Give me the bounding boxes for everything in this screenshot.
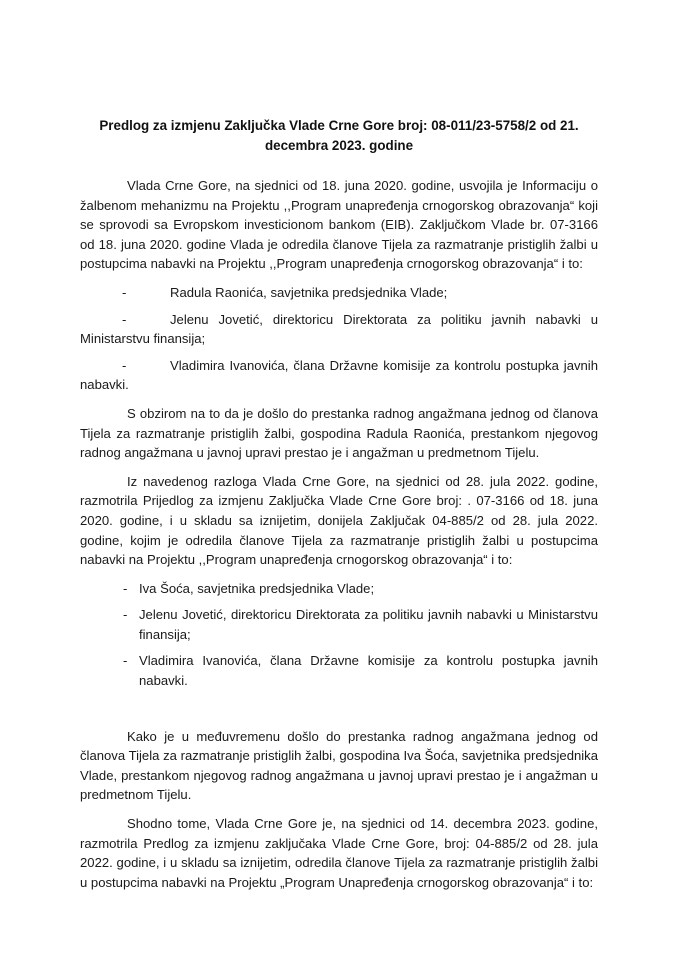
paragraph-2023-decision: Shodno tome, Vlada Crne Gore je, na sjednici od 14. decembra 2023. godine, razmotrila Predlog za izmjenu zaključaka Vlade Crne Gore, broj: 04-885/2 od 28. jula 2022. godine, i u skladu sa iznijetim, odredila članove Tijela za razmatranje pristiglih žalbi u postupcima nabavki na Projektu „Program Unapređenja crnogorskog obrazovanja“ i to: [80, 816, 598, 890]
document-title [80, 116, 598, 156]
title-line-1: Predlog za izmjenu Zaključka Vlade Crne Gore broj: 08-011/23-5758/2 od 21. [99, 118, 579, 133]
list-item [80, 651, 598, 690]
list-item [80, 310, 598, 349]
list-dash: - [122, 311, 127, 327]
paragraph-2020-decision: Vlada Crne Gore, na sjednici od 18. juna 2020. godine, usvojila je Informaciju o žalbenom mehanizmu na Projektu ,,Program unapređenja crnogorskog obrazovanja“ koji se sprovodi sa Evropskom investicionom bankom (EIB). Zaključkom Vlade br. 07-3166 od 18. juna 2020. godine Vlada je odredila članove Tijela za razmatranje pristiglih žalbi u postupcima nabavki na Projektu ,,Program unapređenja crnogorskog obrazovanja“ i to: [80, 178, 598, 272]
list-dash: - [123, 607, 128, 623]
list-item [80, 579, 598, 599]
list-dash: - [123, 653, 128, 669]
members-list-2022 [80, 579, 598, 691]
list-dash: - [123, 580, 128, 596]
paragraph-soc-departure: Kako je u međuvremenu došlo do prestanka radnog angažmana jednog od članova Tijela za razmatranje pristiglih žalbi, gospodina Iva Šoća, savjetnika predsjednika Vlade, prestankom njegovog radnog angažmana u javnoj upravi prestao je i angažman u predmetnom Tijelu. [80, 728, 598, 803]
list-dash: - [122, 284, 127, 300]
list-item [80, 356, 598, 395]
list-item-text: Radula Raonića, savjetnika predsjednika Vlade; [170, 284, 448, 300]
list-item-text: Vladimira Ivanovića, člana Državne komisije za kontrolu postupka javnih nabavki. [80, 357, 598, 393]
list-dash: - [122, 357, 127, 373]
list-item [80, 605, 598, 644]
list-item-text: Vladimira Ivanovića, člana Državne komisije za kontrolu postupka javnih nabavki. [139, 653, 598, 689]
list-item-text: Jelenu Jovetić, direktoricu Direktorata za politiku javnih nabavki u Ministarstvu finansija; [80, 311, 598, 347]
list-item-text: Jelenu Jovetić, direktoricu Direktorata za politiku javnih nabavki u Ministarstvu finansija; [139, 607, 598, 642]
title-line-2: decembra 2023. godine [264, 138, 414, 153]
list-item [80, 283, 598, 303]
paragraph-raonic-departure: S obzirom na to da je došlo do prestanka radnog angažmana jednog od članova Tijela za razmatranje pristiglih žalbi, gospodina Radula Raonića, prestankom njegovog radnog angažmana u javnoj upravi prestao je i angažman u predmetnom Tijelu. [80, 405, 598, 461]
members-list-2020 [80, 283, 598, 395]
document-body [80, 176, 598, 892]
list-item-text: Iva Šoća, savjetnika predsjednika Vlade; [139, 580, 375, 596]
paragraph-2022-decision: Iz navedenog razloga Vlada Crne Gore, na sjednici od 28. jula 2022. godine, razmotrila Prijedlog za izmjenu Zaključka Vlade Crne Gore broj: . 07-3166 od 18. juna 2020. godine, i u skladu sa iznijetim, donijela Zaključak 04-885/2 od 28. jula 2022. godine, kojim je odredila članove Tijela za razmatranje pristiglih žalbi u postupcima nabavki na Projektu ,,Program unapređenja crnogorskog obrazovanja“ i to: [80, 473, 598, 568]
